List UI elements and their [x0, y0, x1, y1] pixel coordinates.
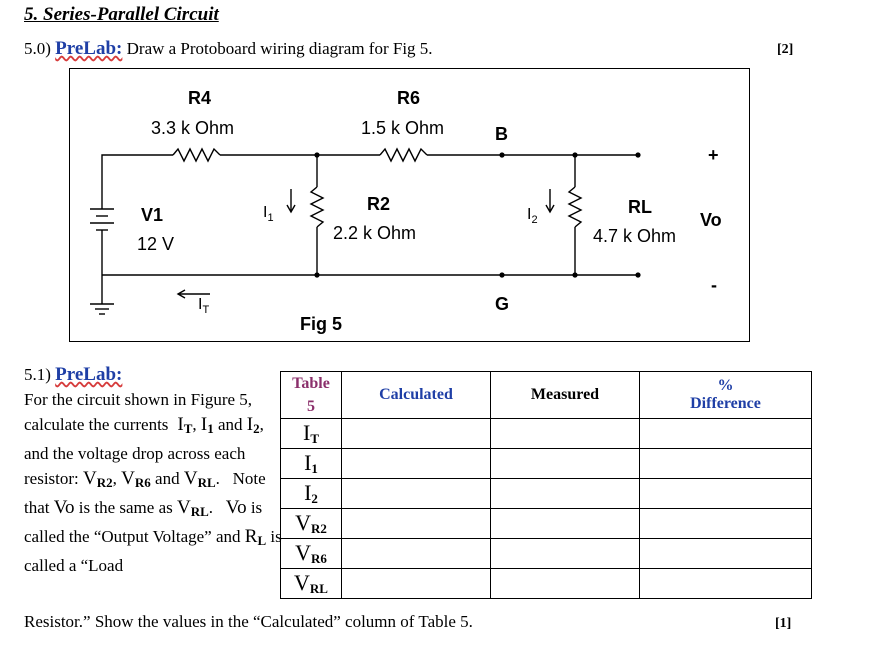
wire-top-left	[102, 155, 173, 189]
i2-label: $I_2$	[527, 206, 538, 226]
calculated-cell[interactable]	[342, 569, 491, 599]
plus-label: +	[708, 145, 719, 165]
table-row	[281, 569, 812, 599]
marks-5-0: [2]	[777, 42, 794, 57]
header-measured: Measured	[491, 372, 640, 419]
prelab-label: PreLab:	[55, 38, 123, 59]
question-5-1: 5.1) PreLab: For the circuit shown in Figure 5, calculate the currents $I_T$, $I_1$ and $I_2$, and the voltage drop across each resistor: $V_{R2}$, $V_{R6}$ and $V_{RL}$. Note that Vo is the same as $V_{RL}$. Vo is called the “Output Voltage” and $R_L$ is called a “Load	[24, 364, 282, 575]
marks-5-1: [1]	[775, 616, 792, 631]
row-label: $V_{R2}$	[281, 509, 342, 539]
calculated-cell[interactable]	[342, 479, 491, 509]
figure-caption: Fig 5	[300, 314, 343, 334]
rl-value: 4.7 k Ohm	[593, 226, 677, 246]
r6-value: 1.5 k Ohm	[361, 118, 445, 138]
v1-value: 12 V	[137, 234, 175, 254]
i1-label: $I_1$	[263, 204, 274, 224]
prelab-label: PreLab:	[55, 364, 123, 385]
node-b-top	[499, 152, 504, 157]
rl-zigzag	[569, 187, 581, 227]
difference-cell[interactable]	[640, 569, 812, 599]
circuit-schematic	[70, 69, 751, 343]
row-label: $V_{R6}$	[281, 539, 342, 569]
question-number: 5.0)	[24, 39, 51, 58]
difference-cell[interactable]	[640, 479, 812, 509]
difference-cell[interactable]	[640, 449, 812, 479]
r4-zigzag	[173, 149, 220, 161]
difference-cell[interactable]	[640, 539, 812, 569]
node-bottom-rl	[572, 272, 577, 277]
table-title-cell: Table 5	[281, 372, 342, 419]
circuit-figure	[69, 68, 750, 342]
rl-name: RL	[628, 197, 652, 217]
calculated-cell[interactable]	[342, 509, 491, 539]
header-calculated: Calculated	[342, 372, 491, 419]
measured-cell[interactable]	[491, 569, 640, 599]
section-heading: 5. Series-Parallel Circuit	[24, 4, 219, 25]
r6-name: R6	[397, 88, 421, 108]
node-top-r2	[314, 152, 319, 157]
question-5-1-last-line: Resistor.” Show the values in the “Calculated” column of Table 5.	[24, 612, 473, 631]
table-row	[281, 419, 812, 449]
vo-label: Vo	[700, 210, 722, 230]
table-row	[281, 479, 812, 509]
minus-label: -	[711, 275, 717, 295]
node-g-label: G	[495, 294, 510, 314]
v1-name: V1	[141, 205, 164, 225]
row-label: $V_{RL}$	[281, 569, 342, 599]
measured-cell[interactable]	[491, 509, 640, 539]
question-text: Draw a Protoboard wiring diagram for Fig 5.	[126, 39, 433, 58]
table-header-row	[281, 372, 812, 419]
r2-zigzag	[311, 187, 323, 227]
difference-cell[interactable]	[640, 509, 812, 539]
node-b-label: B	[495, 124, 508, 144]
r2-value: 2.2 k Ohm	[333, 223, 417, 243]
node-top-rl	[572, 152, 577, 157]
row-label: $I_2$	[281, 479, 342, 509]
calculated-cell[interactable]	[342, 539, 491, 569]
header-difference: % Difference	[640, 372, 812, 419]
question-5-0	[24, 38, 433, 60]
r6-zigzag	[380, 149, 427, 161]
terminal-plus-dot	[635, 152, 640, 157]
terminal-minus-dot	[635, 272, 640, 277]
r2-name: R2	[367, 194, 391, 214]
row-label: $I_1$	[281, 449, 342, 479]
measured-cell[interactable]	[491, 419, 640, 449]
row-label: $I_T$	[281, 419, 342, 449]
measured-cell[interactable]	[491, 539, 640, 569]
r4-value: 3.3 k Ohm	[151, 118, 235, 138]
calculated-cell[interactable]	[342, 419, 491, 449]
measured-cell[interactable]	[491, 479, 640, 509]
question-number: 5.1)	[24, 365, 51, 384]
r4-name: R4	[188, 88, 212, 108]
table-row	[281, 449, 812, 479]
node-g	[499, 272, 504, 277]
table-row	[281, 509, 812, 539]
measured-cell[interactable]	[491, 449, 640, 479]
calculated-cell[interactable]	[342, 449, 491, 479]
it-label: $I_T$	[198, 296, 210, 316]
difference-cell[interactable]	[640, 419, 812, 449]
table-5	[280, 371, 812, 599]
node-bottom-r2	[314, 272, 319, 277]
table-row	[281, 539, 812, 569]
